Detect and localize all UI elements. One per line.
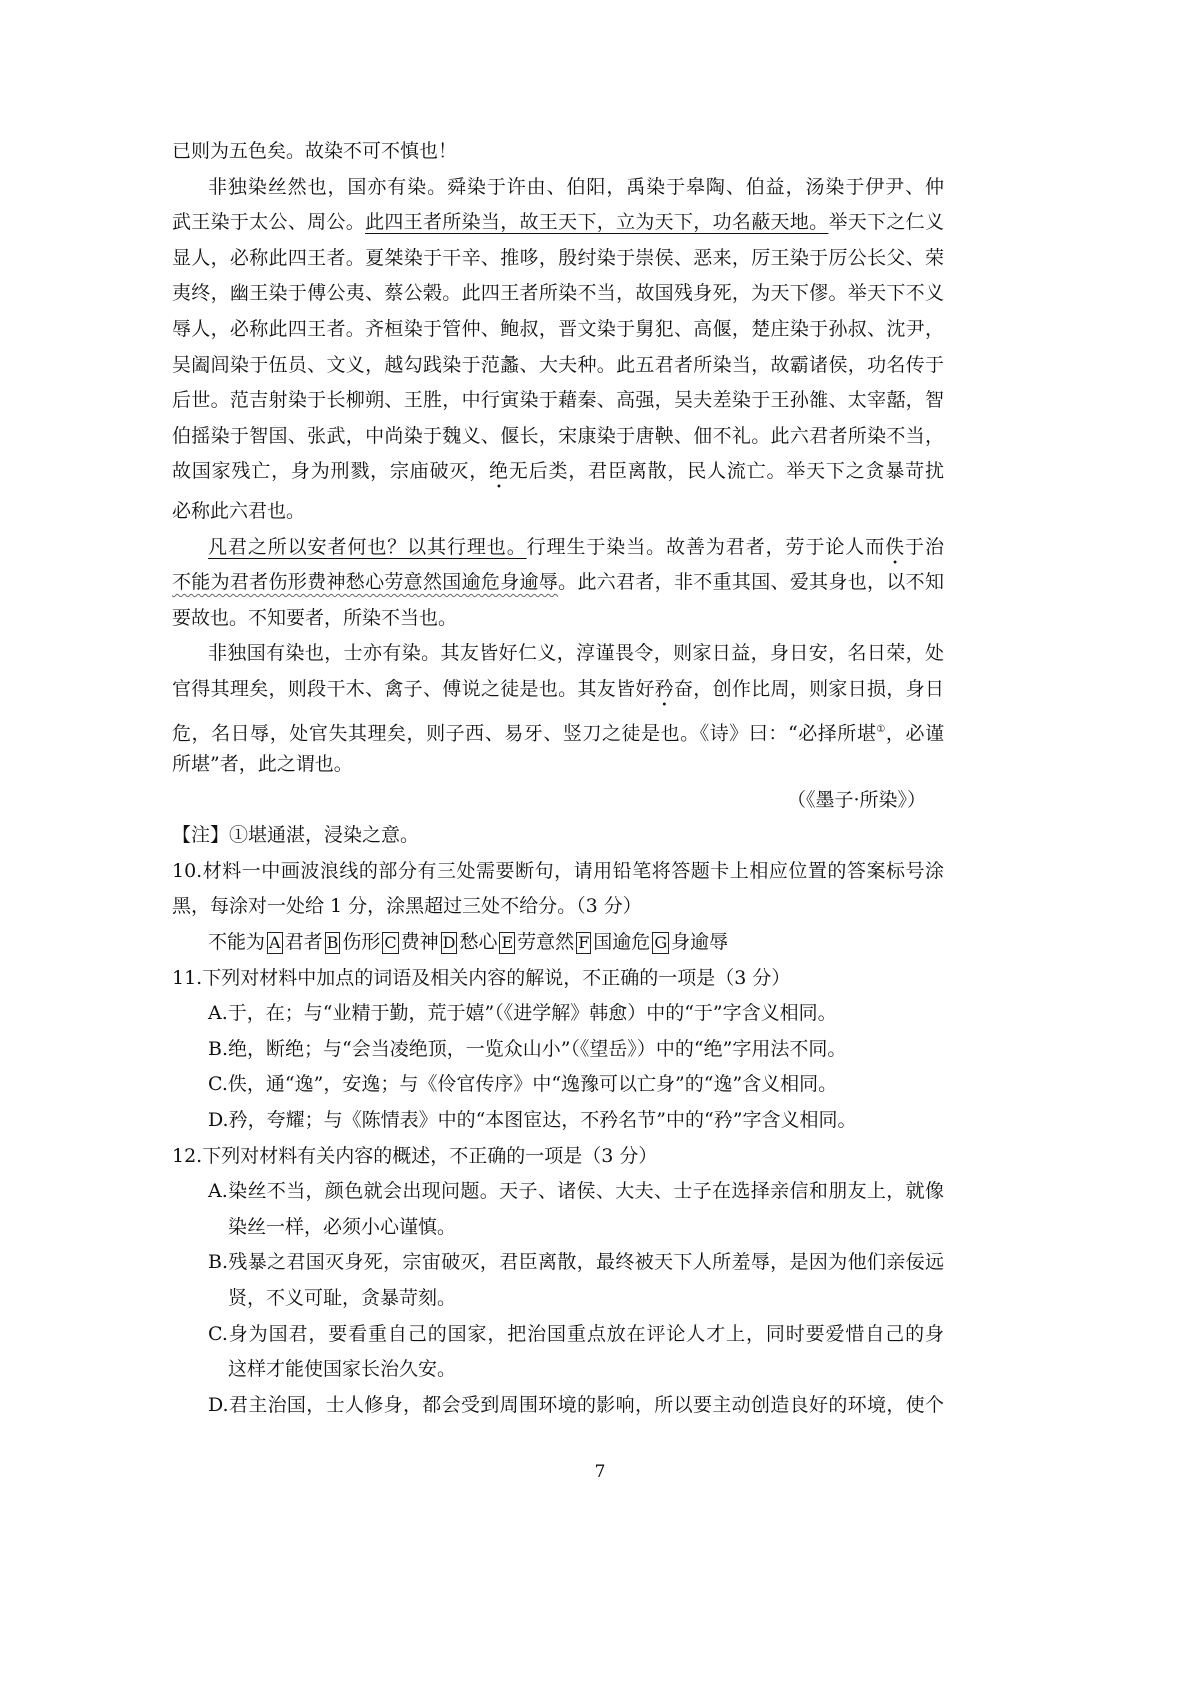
question-12-option-b: B.残暴之君国灭身死，宗宙破灭，君臣离散，最终被天下人所羞辱，是因为他们亲佞远	[208, 1251, 944, 1274]
passage-line: 非独染丝然也，国亦有染。舜染于许由、伯阳，禹染于皋陶、伯益，汤染于伊尹、仲	[208, 175, 944, 198]
answer-box-a: A	[269, 933, 281, 953]
text: ，必谨	[885, 721, 944, 744]
underlined-sentence: 凡君之所以安者何也？以其行理也。	[208, 535, 527, 558]
passage-line	[172, 565, 944, 601]
question-11-option-d: D.矜，夸耀；与《陈情表》中的“本图宦达，不矜名节”中的“矜”字含义相同。	[208, 1109, 857, 1132]
text: 。此六君者，非不重其国、爱其身也，以不知	[558, 571, 944, 594]
passage-line	[172, 454, 944, 490]
text: 愁心	[459, 931, 498, 954]
text: 费神	[400, 931, 439, 954]
question-10-options	[172, 925, 944, 961]
answer-box-f: F	[578, 933, 590, 953]
answer-box-b: B	[326, 933, 339, 953]
question-12-option-c-cont: 这样才能使国家长治久安。	[228, 1358, 457, 1381]
text: 故国家残亡，身为刑戮，宗庙破灭，	[172, 460, 490, 483]
underlined-sentence: 此四王者所染当，故王天下，立为天下，功名蔽天地。	[365, 211, 829, 234]
question-10-stem: 黑，每涂对一处给 1 分，涂黑超过三处不给分。（3 分）	[172, 895, 642, 918]
text: 不能为	[208, 931, 266, 954]
text: 举天下之仁义	[828, 211, 944, 234]
passage-line: 所堪”者，此之谓也。	[172, 753, 353, 776]
question-12-option-a: A.染丝不当，颜色就会出现问题。天子、诸侯、大夫、士子在选择亲信和朋友上，就像	[208, 1180, 944, 1203]
dotted-word: 佚	[885, 535, 906, 558]
passage-line: 显人，必称此四王者。夏桀染于干辛、推哆，殷纣染于崇侯、恶来，厉王染于厉公长父、荣	[172, 246, 944, 269]
text: 君者	[284, 931, 323, 954]
footnote: 【注】①堪通湛，浸染之意。	[172, 824, 420, 847]
text: 无后类，君臣离散，民人流亡。举天下之贪暴苛扰	[508, 460, 944, 483]
text: 国逾危	[593, 931, 651, 954]
text: 危，名日辱，处官失其理矣，则子西、易牙、竖刀之徒是也。《诗》曰：“必择所堪	[172, 721, 877, 744]
question-10-stem: 10.材料一中画波浪线的部分有三处需要断句，请用铅笔将答题卡上相应位置的答案标号涂	[172, 859, 944, 882]
passage-line: 后世。范吉射染于长柳朔、王胜，中行寅染于藉秦、高强，吴夫差染于王孙雒、太宰嚭，智	[172, 389, 944, 412]
wavy-underlined-sentence: 不能为君者伤形费神愁心劳意然国逾危身逾辱	[172, 571, 559, 594]
text: 武王染于太公、周公。	[172, 211, 366, 234]
passage-line: 夷终，幽王染于傅公夷、蔡公榖。此四王者所染不当，故国残身死，为天下僇。举天下不义	[172, 282, 944, 305]
passage-line	[172, 205, 944, 241]
passage-line: 非独国有染也，士亦有染。其友皆好仁义，淳谨畏令，则家日益，身日安，名日荣，处	[208, 642, 944, 665]
source-citation: （《墨子·所染》）	[786, 788, 926, 811]
passage-line: 辱人，必称此四王者。齐桓染于管仲、鲍叔，晋文染于舅犯、高偃，楚庄染于孙叔、沈尹，	[172, 317, 944, 340]
text: 于治	[905, 535, 944, 558]
text: 身逾辱	[671, 931, 729, 954]
text: 奋，创作比周，则家日损，身日	[673, 677, 944, 700]
text: 行理生于染当。故善为君者，劳于论人而	[526, 535, 886, 558]
passage-line: 伯摇染于智国、张武，中尚染于魏义、偃长，宋康染于唐鞅、佃不礼。此六君者所染不当，	[172, 424, 944, 447]
question-11-stem: 11.下列对材料中加点的词语及相关内容的解说，不正确的一项是（3 分）	[172, 966, 791, 989]
exam-page	[172, 134, 944, 1423]
dotted-word: 矜	[654, 677, 674, 700]
passage-line: 必称此六君也。	[172, 499, 306, 522]
answer-box-c: C	[384, 933, 397, 953]
question-12-option-d: D.君主治国，士人修身，都会受到周围环境的影响，所以要主动创造良好的环境，使个	[208, 1393, 944, 1416]
passage-line	[172, 672, 944, 708]
question-12-stem: 12.下列对材料有关内容的概述，不正确的一项是（3 分）	[172, 1144, 658, 1167]
passage-line: 已则为五色矣。故染不可不慎也！	[172, 140, 458, 162]
passage-line: 吴阖闾染于伍员、文义，越勾践染于范蠡、大夫种。此五君者所染当，故霸诸侯，功名传于	[172, 353, 944, 376]
answer-box-g: G	[654, 933, 668, 953]
text: 劳意然	[517, 931, 575, 954]
answer-box-d: D	[442, 933, 456, 953]
passage-line	[172, 712, 944, 748]
passage-line	[172, 530, 944, 566]
passage-line: 要故也。不知要者，所染不当也。	[172, 606, 458, 629]
answer-box-e: E	[501, 933, 514, 953]
question-12-option-a-cont: 染丝一样，必须小心谨慎。	[228, 1215, 457, 1238]
question-11-option-b: B.绝，断绝；与“会当凌绝顶，一览众山小”（《望岳》）中的“绝”字用法不同。	[208, 1037, 847, 1060]
question-12-option-b-cont: 贤，不义可耻，贪暴苛刻。	[228, 1287, 457, 1309]
footnote-marker: ①	[876, 723, 886, 735]
question-11-option-c: C.佚，通“逸”，安逸；与《伶官传序》中“逸豫可以亡身”的“逸”含义相同。	[208, 1073, 838, 1096]
text: 伤形	[342, 931, 381, 954]
page-number: 7	[594, 1462, 606, 1482]
question-11-option-a: A.于，在；与“业精于勤，荒于嬉”（《进学解》韩愈）中的“于”字含义相同。	[208, 1002, 837, 1025]
question-12-option-c: C.身为国君，要看重自己的国家，把治国重点放在评论人才上，同时要爱惜自己的身	[208, 1322, 944, 1345]
dotted-word: 绝	[489, 460, 509, 483]
text: 官得其理矣，则段干木、禽子、傅说之徒是也。其友皆好	[172, 677, 655, 700]
